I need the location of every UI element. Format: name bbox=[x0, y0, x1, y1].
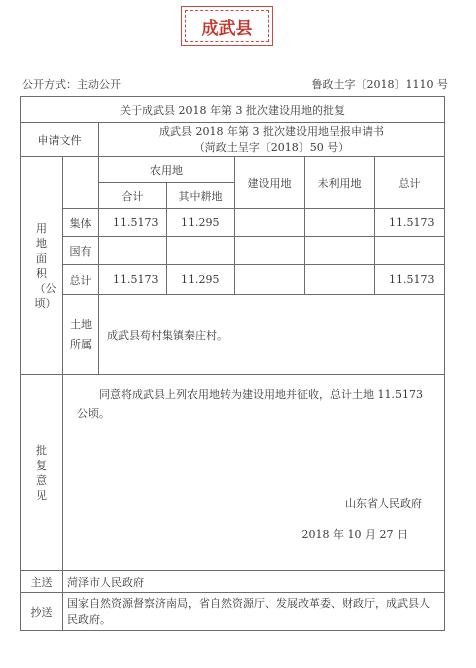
cultivated-header: 其中耕地 bbox=[167, 183, 235, 209]
cc-row bbox=[21, 593, 445, 631]
main-recipient-row bbox=[21, 571, 445, 593]
table-row bbox=[21, 265, 445, 295]
application-line-1: 成武县 2018 年第 3 批次建设用地呈报申请书 bbox=[159, 124, 384, 138]
construction-cell bbox=[235, 209, 305, 237]
row-label: 国有 bbox=[63, 237, 99, 265]
construction-cell bbox=[235, 237, 305, 265]
title-row bbox=[21, 97, 445, 123]
county-stamp-badge bbox=[181, 6, 273, 46]
table-row bbox=[21, 209, 445, 237]
opinion-signer: 山东省人民政府 bbox=[345, 497, 423, 510]
county-name: 成武县 bbox=[185, 10, 269, 42]
opinion-text: 同意将成武县上列农用地转为建设用地并征收，总计土地 11.5173 公顷。 bbox=[77, 388, 423, 420]
unused-cell bbox=[305, 237, 375, 265]
area-side-label: 用地面积（公顷） bbox=[21, 157, 63, 375]
main-recipient-value: 菏泽市人民政府 bbox=[63, 571, 445, 593]
total-cell: 11.5173 bbox=[375, 209, 445, 237]
cc-value: 国家自然资源督察济南局，省自然资源厅、发展改革委、财政厅，成武县人民政府。 bbox=[63, 593, 445, 631]
subtotal-cell bbox=[99, 237, 167, 265]
subtotal-cell: 11.5173 bbox=[99, 209, 167, 237]
unused-cell bbox=[305, 265, 375, 295]
document-number: 鲁政土字〔2018〕1110 号 bbox=[311, 78, 448, 91]
document-title: 关于成武县 2018 年第 3 批次建设用地的批复 bbox=[21, 97, 445, 123]
opinion-label: 批复意见 bbox=[21, 375, 63, 571]
area-header-row-1 bbox=[21, 157, 445, 183]
total-cell bbox=[375, 237, 445, 265]
cc-label: 抄送 bbox=[21, 593, 63, 631]
construction-header: 建设用地 bbox=[235, 157, 305, 209]
total-cell: 11.5173 bbox=[375, 265, 445, 295]
cultivated-cell: 11.295 bbox=[167, 265, 235, 295]
cultivated-cell bbox=[167, 237, 235, 265]
subtotal-header: 合计 bbox=[99, 183, 167, 209]
total-header: 总计 bbox=[375, 157, 445, 209]
disclosure-method: 公开方式：主动公开 bbox=[22, 78, 121, 91]
location-label: 土地所属 bbox=[63, 295, 99, 375]
opinion-content bbox=[63, 375, 445, 571]
location-row bbox=[21, 295, 445, 375]
construction-cell bbox=[235, 265, 305, 295]
row-label: 集体 bbox=[63, 209, 99, 237]
row-label: 总计 bbox=[63, 265, 99, 295]
unused-cell bbox=[305, 209, 375, 237]
location-value: 成武县苟村集镇秦庄村。 bbox=[99, 295, 445, 375]
application-line-2: （菏政土呈字〔2018〕50 号） bbox=[193, 140, 350, 154]
approval-table bbox=[20, 96, 445, 631]
area-corner-cell bbox=[63, 157, 99, 209]
application-label: 申请文件 bbox=[21, 123, 99, 157]
cultivated-cell: 11.295 bbox=[167, 209, 235, 237]
table-row bbox=[21, 237, 445, 265]
subtotal-cell: 11.5173 bbox=[99, 265, 167, 295]
opinion-row bbox=[21, 375, 445, 571]
farmland-header: 农用地 bbox=[99, 157, 235, 183]
main-recipient-label: 主送 bbox=[21, 571, 63, 593]
unused-header: 未利用地 bbox=[305, 157, 375, 209]
application-row bbox=[21, 123, 445, 157]
application-document bbox=[99, 123, 445, 157]
opinion-date: 2018 年 10 月 27 日 bbox=[301, 528, 409, 541]
